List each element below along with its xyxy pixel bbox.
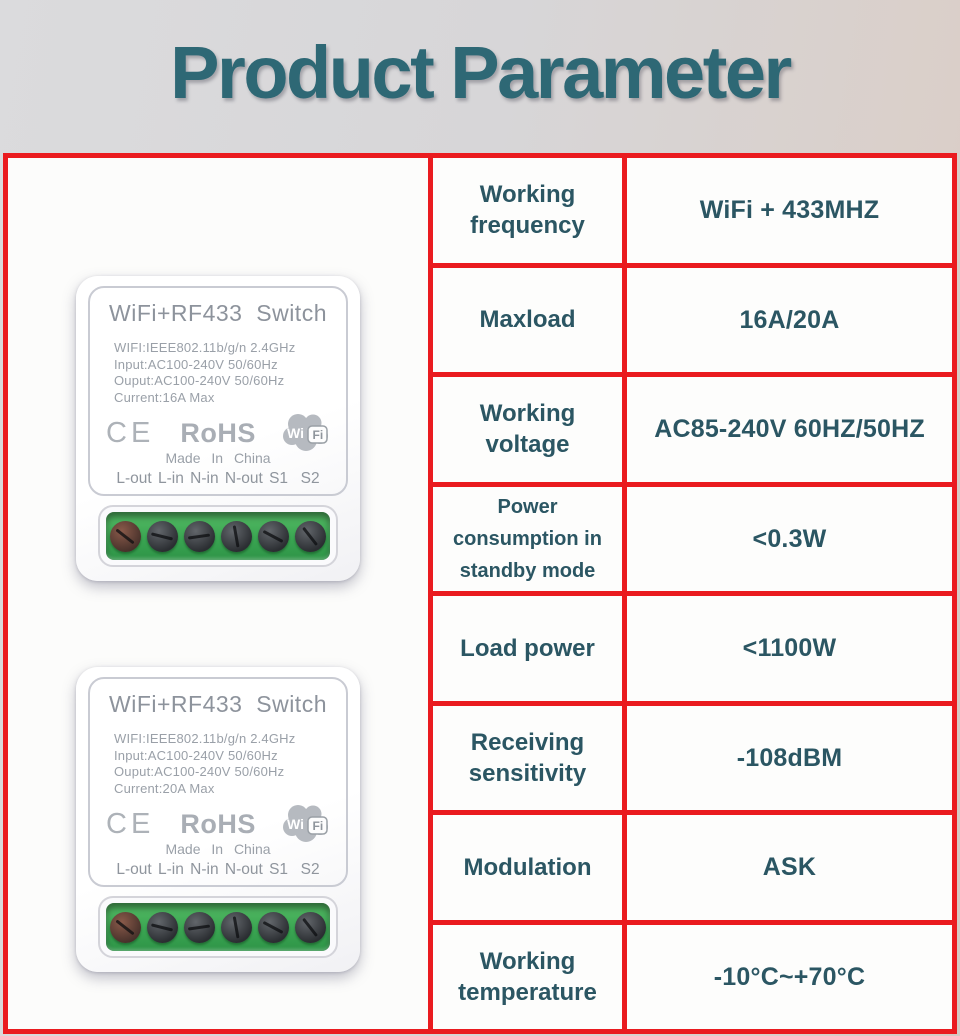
page-title: Product Parameter — [170, 31, 790, 114]
spec-line: WIFI:IEEE802.11b/g/n 2.4GHz — [114, 731, 296, 746]
device-label-panel — [88, 286, 348, 496]
screw-terminal-icon — [258, 912, 289, 943]
spec-line: Ouput:AC100-240V 50/60Hz — [114, 764, 285, 779]
product-image-switch-16a — [76, 276, 360, 581]
rohs-label: RoHS — [180, 417, 256, 448]
param-value-load-power: <1100W — [627, 596, 952, 701]
param-label-working-temperature: Working temperature — [433, 925, 622, 1030]
product-images-cell — [8, 158, 428, 1029]
svg-text:Fi: Fi — [312, 819, 324, 833]
param-label-receiving-sensitivity: Receiving sensitivity — [433, 706, 622, 811]
screw-terminal-icon — [184, 912, 215, 943]
svg-text:Wi: Wi — [286, 816, 304, 832]
spec-line: Current:20A Max — [114, 780, 215, 796]
param-label-modulation: Modulation — [433, 815, 622, 920]
device-specs — [98, 340, 338, 406]
param-label-working-voltage: Working voltage — [433, 377, 622, 482]
certification-row — [98, 805, 338, 843]
screw-terminal-icon — [147, 521, 178, 552]
screw-terminal-icon — [110, 912, 141, 943]
param-label-standby-power: Power consumption in standby mode — [433, 487, 622, 592]
ce-mark-icon: CE — [106, 416, 155, 449]
spec-line: Current:16A Max — [114, 389, 215, 405]
device-specs — [98, 731, 338, 797]
spec-line: WIFI:IEEE802.11b/g/n 2.4GHz — [114, 340, 296, 355]
param-label-working-frequency: Working frequency — [433, 158, 622, 263]
screw-terminal-icon — [221, 521, 252, 552]
screw-terminal-icon — [110, 521, 141, 552]
terminal-window — [106, 903, 330, 951]
terminal-labels: L-out L-in N-in N-out S1 S2 — [116, 470, 320, 487]
certification-row — [98, 414, 338, 452]
screw-terminal-icon — [221, 912, 252, 943]
product-image-switch-20a — [76, 667, 360, 972]
rohs-label: RoHS — [180, 808, 256, 839]
param-label-load-power: Load power — [433, 596, 622, 701]
param-value-working-voltage: AC85-240V 60HZ/50HZ — [627, 377, 952, 482]
param-value-receiving-sensitivity: -108dBM — [627, 706, 952, 811]
svg-text:Fi: Fi — [312, 428, 324, 442]
wifi-logo-icon — [282, 413, 330, 453]
spec-line: Input:AC100-240V 50/60Hz — [114, 356, 278, 372]
device-name: WiFi+RF433 Switch — [109, 300, 327, 326]
screw-terminal-icon — [295, 912, 326, 943]
made-in-label: Made In China — [165, 841, 271, 857]
device-label-panel — [88, 677, 348, 887]
wifi-logo-icon — [282, 804, 330, 844]
screw-terminal-icon — [184, 521, 215, 552]
spec-line: Ouput:AC100-240V 50/60Hz — [114, 373, 285, 388]
parameter-table — [3, 153, 957, 1034]
param-value-standby-power: <0.3W — [627, 487, 952, 592]
param-value-working-temperature: -10°C~+70°C — [627, 925, 952, 1030]
spec-line: Input:AC100-240V 50/60Hz — [114, 747, 278, 763]
screw-terminal-icon — [295, 521, 326, 552]
param-value-maxload: 16A/20A — [627, 268, 952, 373]
terminal-block — [98, 896, 338, 958]
svg-text:Wi: Wi — [286, 425, 304, 441]
screw-terminal-icon — [258, 521, 289, 552]
screw-terminal-icon — [147, 912, 178, 943]
param-label-maxload: Maxload — [433, 268, 622, 373]
device-name: WiFi+RF433 Switch — [109, 691, 327, 717]
param-value-modulation: ASK — [627, 815, 952, 920]
terminal-window — [106, 512, 330, 560]
terminal-block — [98, 505, 338, 567]
param-value-working-frequency: WiFi + 433MHZ — [627, 158, 952, 263]
made-in-label: Made In China — [165, 450, 271, 466]
ce-mark-icon: CE — [106, 807, 155, 840]
terminal-labels: L-out L-in N-in N-out S1 S2 — [116, 861, 320, 878]
